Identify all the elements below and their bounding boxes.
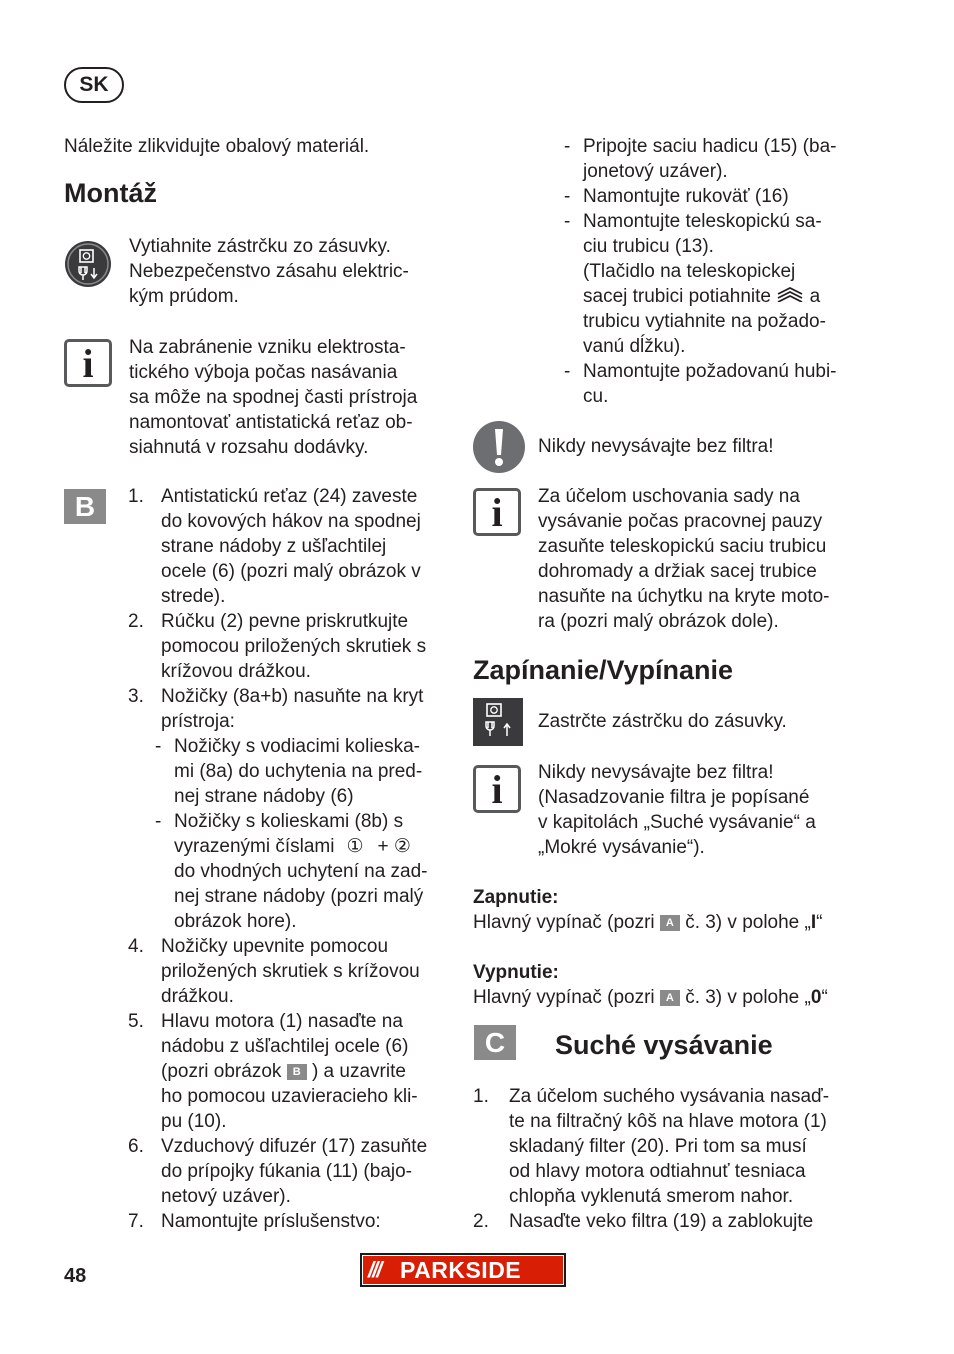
figure-b-badge: B [287,1064,307,1080]
filter-warning-text: Nikdy nevysávajte bez filtra! [538,436,774,457]
release-arrows-icon [776,284,804,309]
list-item: - Namontujte teleskopickú sa- ciu trubicu (13). (Tlačidlo na teleskopickej sacej trubici potiahnite a trubicu vytiahnite na požado- vanú dĺžku). [564,211,826,358]
list-item: 4. Nožičky upevnite pomocou priložených skrutiek s krížovou drážkou. [128,936,420,1007]
plug-in-text: Zastrčte zástrčku do zásuvky. [538,711,787,732]
figure-a-badge: A [660,990,680,1006]
off-label: Vypnutie: [473,962,559,983]
intro-text: Náležite zlikvidujte obalový materiál. [64,136,370,157]
list-item: 5. Hlavu motora (1) nasaďte na nádobu z ušľachtilej ocele (6) (pozri obrázok B ) a uzavrite ho pomocou uzavieracieho kli- pu (10). [128,1011,418,1132]
unplug-icon [64,240,112,288]
off-text: Hlavný vypínač (pozri A č. 3) v polohe „0“ [473,987,828,1008]
dry-steps [473,1084,873,1234]
list-item: 2. Nasaďte veko filtra (19) a zablokujte [473,1211,814,1232]
storage-info-text: Za účelom uschovania sady na vysávanie počas pracovnej pauzy zasuňte teleskopickú saciu trubicu dohromady a držiak sacej trubice nasuňte na úchytku na kryte moto- ra (pozri malý obrázok dole). [538,486,830,632]
list-item: 3. Nožičky (8a+b) nasuňte na kryt prístroja: - Nožičky s vodiacimi kolieska- mi (8a) do uchytenia na pred- nej strane nádoby (6) - Nožičky s kolieskami (8b) s vyrazenými číslami ① + ② do vhodných uchytení na zad- nej strane nádoby (pozri malý obrázok hore). [128,686,428,932]
figure-a-badge: A [660,915,680,931]
section-c-badge: C [474,1025,516,1060]
list-item: 1. Antistatickú reťaz (24) zaveste do kovových hákov na spodnej strane nádoby z ušľachtilej ocele (6) (pozri malý obrázok v strede). [128,486,421,607]
language-badge: SK [64,67,124,103]
assembly-steps [128,484,458,1234]
page-number: 48 [64,1265,87,1287]
list-item: 1. Za účelom suchého vysávania nasaď- te na filtračný kôš na hlave motora (1) skladaný filter (20). Pri tom sa musí od hlavy motora odtiahnuť tesniaca chlopňa vyklenutá smerom nahor. [473,1086,830,1207]
antistatic-info-text: Na zabránenie vzniku elektrosta- tického výboja počas nasávania sa môže na spodnej časti prístroja namontovať antistatická reťaz ob- siahnutá v rozsahu dodávky. [129,337,418,458]
section-b-badge: B [64,489,106,524]
list-item: 6. Vzduchový difuzér (17) zasuňte do prípojky fúkania (11) (bajo- netový uzáver). [128,1136,428,1207]
filter-info-text: Nikdy nevysávajte bez filtra! (Nasadzovanie filtra je popísané v kapitolách „Suché vysávanie“ a „Mokré vysávanie“). [538,762,816,858]
on-text: Hlavný vypínač (pozri A č. 3) v polohe „I“ [473,912,823,933]
onoff-heading: Zapínanie/Vypínanie [473,655,734,685]
info-icon: i [473,488,521,536]
info-icon: i [473,765,521,813]
parkside-logo: /// PARKSIDE [360,1253,566,1287]
brand-name: PARKSIDE [400,1257,522,1283]
list-item: - Namontujte rukoväť (16) [564,186,789,207]
warning-icon [473,421,525,473]
unplug-warning-text: Vytiahnite zástrčku zo zásuvky. Nebezpečenstvo zásahu elektric- kým prúdom. [129,236,409,307]
dry-vacuum-heading: Suché vysávanie [555,1030,773,1060]
plug-in-icon [473,698,523,746]
info-icon: i [64,339,112,387]
montaz-heading: Montáž [64,178,157,208]
list-item: 7. Namontujte príslušenstvo: [128,1211,381,1232]
on-label: Zapnutie: [473,887,559,908]
accessory-list [564,134,864,409]
list-item: - Namontujte požadovanú hubi- cu. [564,361,837,407]
list-item: - Pripojte saciu hadicu (15) (ba- jonetový uzáver). [564,136,837,182]
list-item: 2. Rúčku (2) pevne priskrutkujte pomocou priložených skrutiek s krížovou drážkou. [128,611,427,682]
